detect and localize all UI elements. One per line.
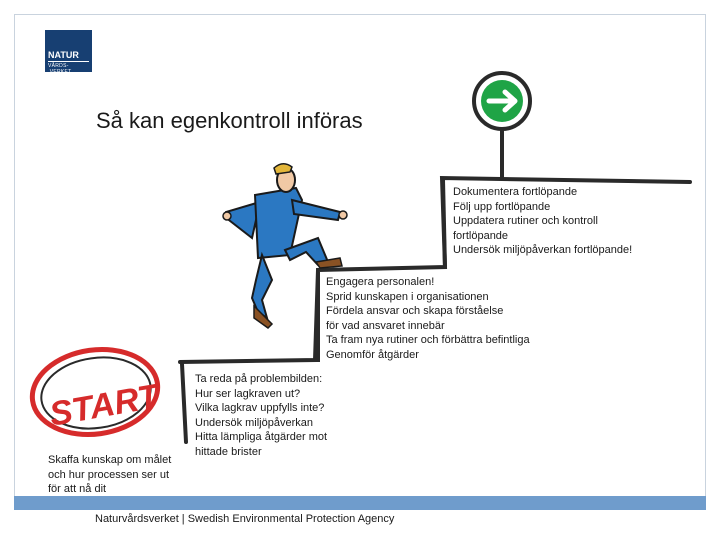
- step-line: Dokumentera fortlöpande: [453, 186, 578, 198]
- step-line: Undersök miljöpåverkan: [195, 416, 313, 429]
- logo-text-line2: VÅRDS- VERKET: [48, 63, 72, 75]
- step-line: Genomför åtgärder: [326, 348, 419, 361]
- step-line: Engagera personalen!: [326, 276, 435, 288]
- step-line: Hitta lämpliga åtgärder mot: [195, 431, 328, 443]
- step-1-text: [195, 372, 327, 459]
- step-line: fortlöpande: [453, 229, 509, 242]
- start-note-line: Skaffa kunskap om målet: [48, 454, 172, 466]
- step-line: för vad ansvaret innebär: [326, 319, 445, 332]
- step-2-text: [326, 275, 530, 362]
- start-note-line: för att nå dit: [48, 483, 107, 495]
- step-line: Uppdatera rutiner och kontroll: [453, 215, 598, 227]
- footer-text: Naturvårdsverket | Swedish Environmental Protection Agency: [95, 513, 395, 525]
- step-line: Följ upp fortlöpande: [453, 200, 551, 213]
- step-line: Fördela ansvar och skapa förståelse: [326, 305, 504, 317]
- logo-text-line1: NATUR: [48, 50, 79, 60]
- step-3-text: [453, 185, 632, 258]
- footer-bar: [14, 496, 706, 510]
- step-line: Hur ser lagkraven ut?: [195, 387, 301, 400]
- step-line: Ta fram nya rutiner och förbättra befintliga: [326, 334, 530, 346]
- step-line: Sprid kunskapen i organisationen: [326, 290, 489, 303]
- start-label: START: [46, 377, 162, 434]
- step-line: Ta reda på problembilden:: [195, 373, 323, 385]
- slide-title: Så kan egenkontroll införas: [96, 108, 363, 133]
- step-line: Undersök miljöpåverkan fortlöpande!: [453, 244, 633, 256]
- step-line: hittade brister: [195, 445, 262, 458]
- start-note-line: och hur processen ser ut: [48, 468, 170, 481]
- start-note: [48, 453, 171, 497]
- step-line: Vilka lagkrav uppfylls inte?: [195, 402, 325, 414]
